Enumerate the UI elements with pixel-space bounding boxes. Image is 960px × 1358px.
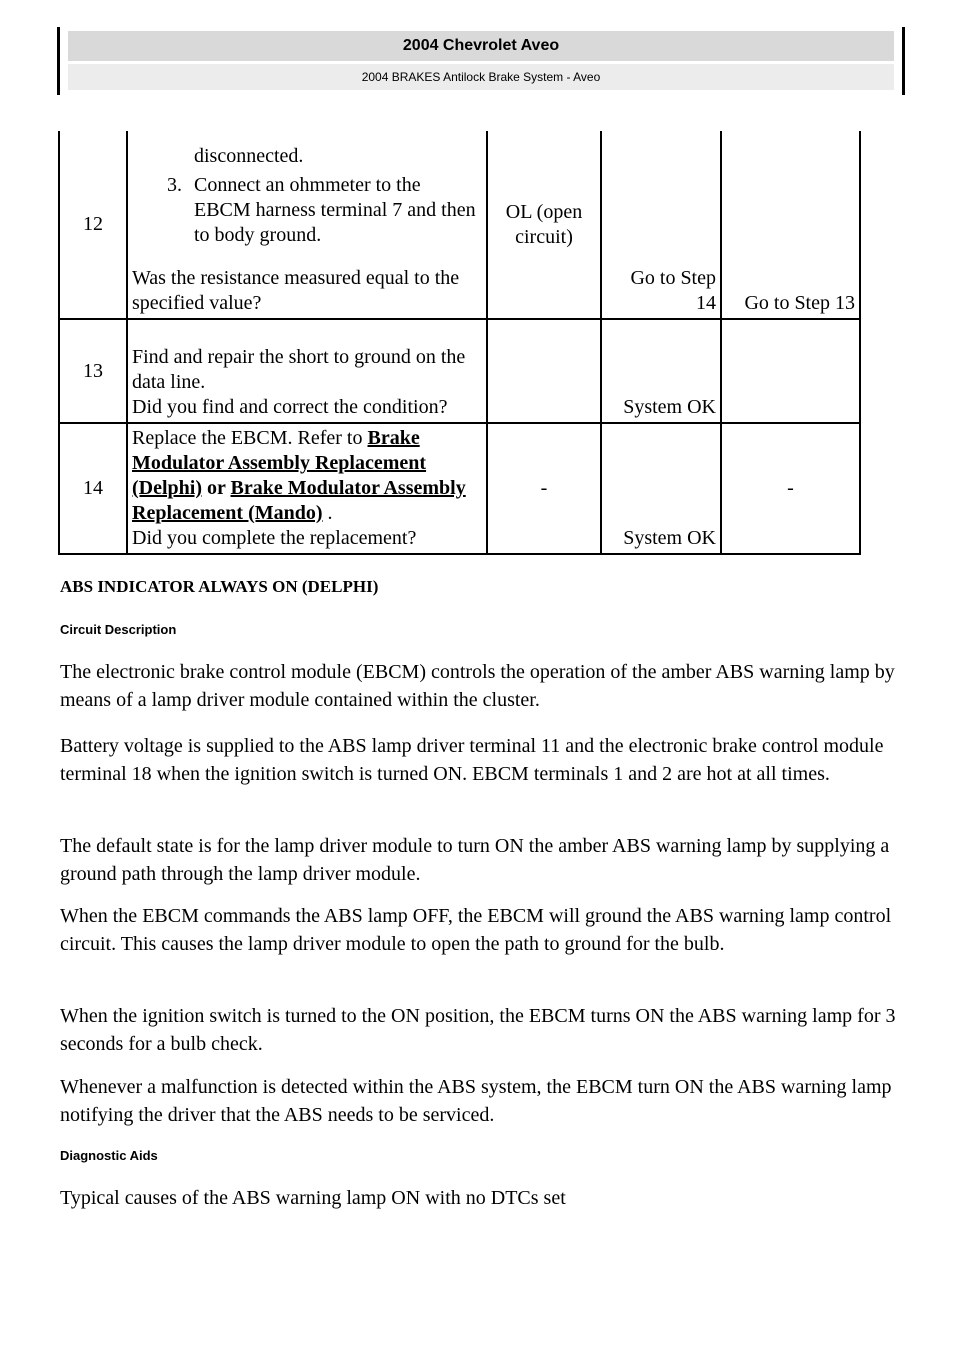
- step-number: 12: [59, 131, 127, 319]
- page-header: [57, 27, 905, 95]
- table-row: [59, 319, 860, 423]
- step-question: Did you find and correct the condition?: [132, 396, 448, 418]
- no-cell: [721, 319, 860, 423]
- yes-cell: Go to Step 14: [601, 131, 721, 319]
- paragraph: The electronic brake control module (EBCM) controls the operation of the amber ABS warning lamp by means of a lamp driver module contained within the cluster.: [60, 661, 895, 711]
- diagnostic-aids-heading: Diagnostic Aids: [60, 1148, 158, 1163]
- diagnostic-table: [58, 131, 861, 555]
- step-action: [132, 426, 482, 526]
- action-cell: [127, 319, 487, 423]
- action-list: [132, 144, 482, 248]
- step-action: Find and repair the short to ground on the data line.: [132, 346, 466, 393]
- value-cell: OL (open circuit): [487, 131, 601, 319]
- paragraph: Whenever a malfunction is detected within the ABS system, the EBCM turn ON the ABS warning lamp notifying the driver that the ABS needs to be serviced.: [60, 1076, 892, 1126]
- value-cell: -: [487, 423, 601, 554]
- list-text: Connect an ohmmeter to the EBCM harness terminal 7 and then to body ground.: [194, 174, 476, 246]
- paragraph: Battery voltage is supplied to the ABS lamp driver terminal 11 and the electronic brake control module terminal 18 when the ignition switch is turned ON. EBCM terminals 1 and 2 are hot at all times.: [60, 735, 884, 785]
- step-number: 13: [59, 319, 127, 423]
- value-cell: [487, 319, 601, 423]
- circuit-description-heading: Circuit Description: [60, 622, 177, 637]
- list-text: disconnected.: [194, 145, 304, 167]
- no-cell: Go to Step 13: [721, 131, 860, 319]
- paragraph: The default state is for the lamp driver module to turn ON the amber ABS warning lamp by supplying a ground path through the lamp driver module.: [60, 835, 890, 885]
- action-suffix: .: [322, 502, 333, 524]
- header-subtitle: 2004 BRAKES Antilock Brake System - Aveo: [68, 64, 894, 90]
- action-prefix: Replace the EBCM. Refer to: [132, 427, 368, 449]
- no-cell: -: [721, 423, 860, 554]
- action-cell: [127, 423, 487, 554]
- list-item: [152, 144, 482, 169]
- brake-modulator-mando-link[interactable]: Brake Modulator Assembly Replacement (Mando): [132, 477, 466, 524]
- paragraph: When the EBCM commands the ABS lamp OFF, the EBCM will ground the ABS warning lamp control circuit. This causes the lamp driver module to open the path to ground for the bulb.: [60, 905, 892, 955]
- step-question: Did you complete the replacement?: [132, 527, 417, 549]
- yes-cell: System OK: [601, 423, 721, 554]
- list-number: 3.: [167, 174, 182, 196]
- section-title: ABS INDICATOR ALWAYS ON (DELPHI): [60, 577, 379, 596]
- step-number: 14: [59, 423, 127, 554]
- step-question: Was the resistance measured equal to the specified value?: [132, 267, 460, 314]
- action-mid: or: [202, 477, 231, 499]
- yes-cell: System OK: [601, 319, 721, 423]
- action-cell: [127, 131, 487, 319]
- paragraph: Typical causes of the ABS warning lamp ON with no DTCs set: [60, 1187, 566, 1209]
- list-number: [152, 144, 194, 169]
- table-row: [59, 423, 860, 554]
- header-title: 2004 Chevrolet Aveo: [68, 31, 894, 61]
- list-item: [152, 173, 482, 248]
- brake-modulator-delphi-link[interactable]: Brake Modulator Assembly Replacement (Delphi): [132, 427, 427, 499]
- paragraph: When the ignition switch is turned to the ON position, the EBCM turns ON the ABS warning lamp for 3 seconds for a bulb check.: [60, 1005, 896, 1055]
- table-row: [59, 131, 860, 319]
